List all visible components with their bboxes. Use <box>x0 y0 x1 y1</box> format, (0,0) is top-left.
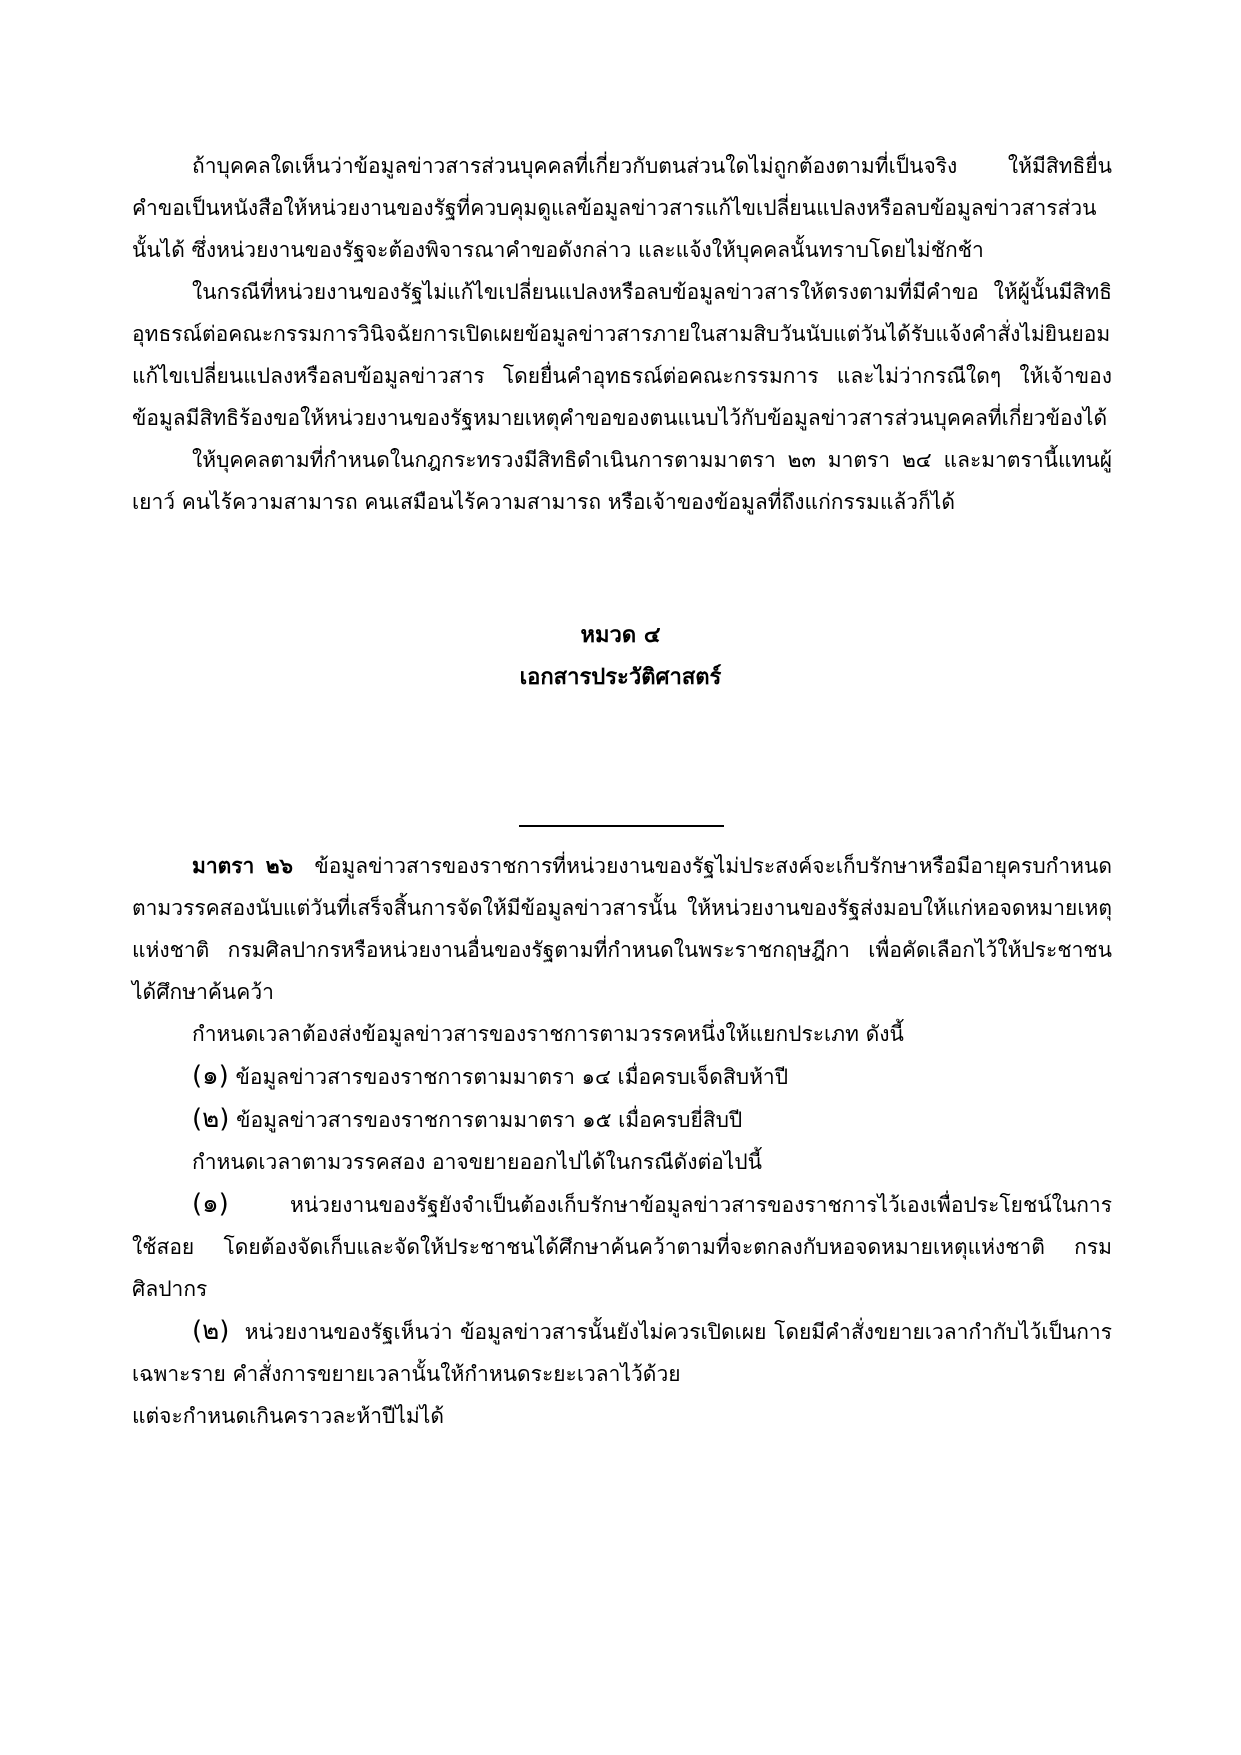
extension-1-text: หน่วยงานของรัฐยังจำเป็นต้องเก็บรักษาข้อมูลข่าวสารของราชการไว้เองเพื่อประโยชน์ในการใช้สอย โดยต้องจัดเก็บและจัดให้ประชาชนได้ศึกษาค้นคว้าตามที่จะตกลงกับหอจดหมายเหตุแห่งชาติ กรมศิลปากร <box>132 1193 1112 1301</box>
extension-2-text: หน่วยงานของรัฐเห็นว่า ข้อมูลข่าวสารนั้นยังไม่ควรเปิดเผย โดยมีคำสั่งขยายเวลากำกับไว้เป็นการเฉพาะราย คำสั่งการขยายเวลานั้นให้กำหนดระยะเวลาไว้ด้วย <box>132 1320 1112 1386</box>
paragraph-appeal-right: ในกรณีที่หน่วยงานของรัฐไม่แก้ไขเปลี่ยนแปลงหรือลบข้อมูลข่าวสารให้ตรงตามที่มีคำขอ ให้ผู้นั้นมีสิทธิอุทธรณ์ต่อคณะกรรมการวินิจฉัยการเปิดเผยข้อมูลข่าวสารภายในสามสิบวันนับแต่วันได้รับแจ้งคำสั่งไม่ยินยอมแก้ไขเปลี่ยนแปลงหรือลบข้อมูลข่าวสาร โดยยื่นคำอุทธรณ์ต่อคณะกรรมการ และไม่ว่ากรณีใดๆ ให้เจ้าของข้อมูลมีสิทธิร้องขอให้หน่วยงานของรัฐหมายเหตุคำขอของตนแนบไว้กับข้อมูลข่าวสารส่วนบุคคลที่เกี่ยวข้องได้ <box>132 280 1112 430</box>
section-26-body: ข้อมูลข่าวสารของราชการที่หน่วยงานของรัฐไม่ประสงค์จะเก็บรักษาหรือมีอายุครบกำหนดตามวรรคสองนับแต่วันที่เสร็จสิ้นการจัดให้มีข้อมูลข่าวสารนั้น ให้หน่วยงานของรัฐส่งมอบให้แก่หอจดหมายเหตุแห่งชาติ กรมศิลปากรหรือหน่วยงานอื่นของรัฐตามที่กำหนดในพระราชกฤษฎีกา เพื่อคัดเลือกไว้ให้ประชาชนได้ศึกษาค้นคว้า <box>132 854 1113 1004</box>
section-26-extension-2 <box>132 1310 1112 1395</box>
extension-1-number: (๑) <box>192 1189 229 1219</box>
paragraph-correction-request: ถ้าบุคคลใดเห็นว่าข้อมูลข่าวสารส่วนบุคคลที่เกี่ยวกับตนส่วนใดไม่ถูกต้องตามที่เป็นจริง ให้มีสิทธิยื่นคำขอเป็นหนังสือให้หน่วยงานของรัฐที่ควบคุมดูแลข้อมูลข่าวสารแก้ไขเปลี่ยนแปลงหรือลบข้อมูลข่าวสารส่วนนั้นได้ ซึ่งหน่วยงานของรัฐจะต้องพิจารณาคำขอดังกล่าว และแจ้งให้บุคคลนั้นทราบโดยไม่ชักช้า <box>132 154 1112 262</box>
section-26-extension-1 <box>132 1183 1112 1310</box>
paragraph-representative-right: ให้บุคคลตามที่กำหนดในกฎกระทรวงมีสิทธิดำเนินการตามมาตรา ๒๓ มาตรา ๒๔ และมาตรานี้แทนผู้เยาว์ คนไร้ความสามารถ คนเสมือนไร้ความสามารถ หรือเจ้าของข้อมูลที่ถึงแก่กรรมแล้วก็ได้ <box>132 448 1112 514</box>
item-2-text: ข้อมูลข่าวสารของราชการตามมาตรา ๑๕ เมื่อครบยี่สิบปี <box>236 1108 743 1132</box>
section-26-label: มาตรา ๒๖ <box>192 854 293 878</box>
chapter-divider <box>519 825 724 827</box>
upper-section <box>132 145 1112 523</box>
section-26-intro-1: กำหนดเวลาต้องส่งข้อมูลข่าวสารของราชการตามวรรคหนึ่งให้แยกประเภท ดังนี้ <box>192 1022 904 1046</box>
section-26 <box>132 845 1112 1437</box>
item-1-number: (๑) <box>192 1061 229 1091</box>
section-26-item-2 <box>132 1098 1112 1141</box>
section-26-closing: แต่จะกำหนดเกินคราวละห้าปีไม่ได้ <box>132 1404 444 1428</box>
chapter-title: เอกสารประวัติศาสตร์ <box>519 665 722 690</box>
item-2-number: (๒) <box>192 1104 230 1134</box>
item-1-text: ข้อมูลข่าวสารของราชการตามมาตรา ๑๔ เมื่อครบเจ็ดสิบห้าปี <box>235 1065 789 1089</box>
chapter-number: หมวด ๔ <box>580 623 661 648</box>
section-26-intro-2: กำหนดเวลาตามวรรคสอง อาจขยายออกไปได้ในกรณีดังต่อไปนี้ <box>192 1150 762 1174</box>
extension-2-number: (๒) <box>192 1316 230 1346</box>
section-26-paragraph <box>132 845 1112 1013</box>
section-26-item-1 <box>132 1055 1112 1098</box>
